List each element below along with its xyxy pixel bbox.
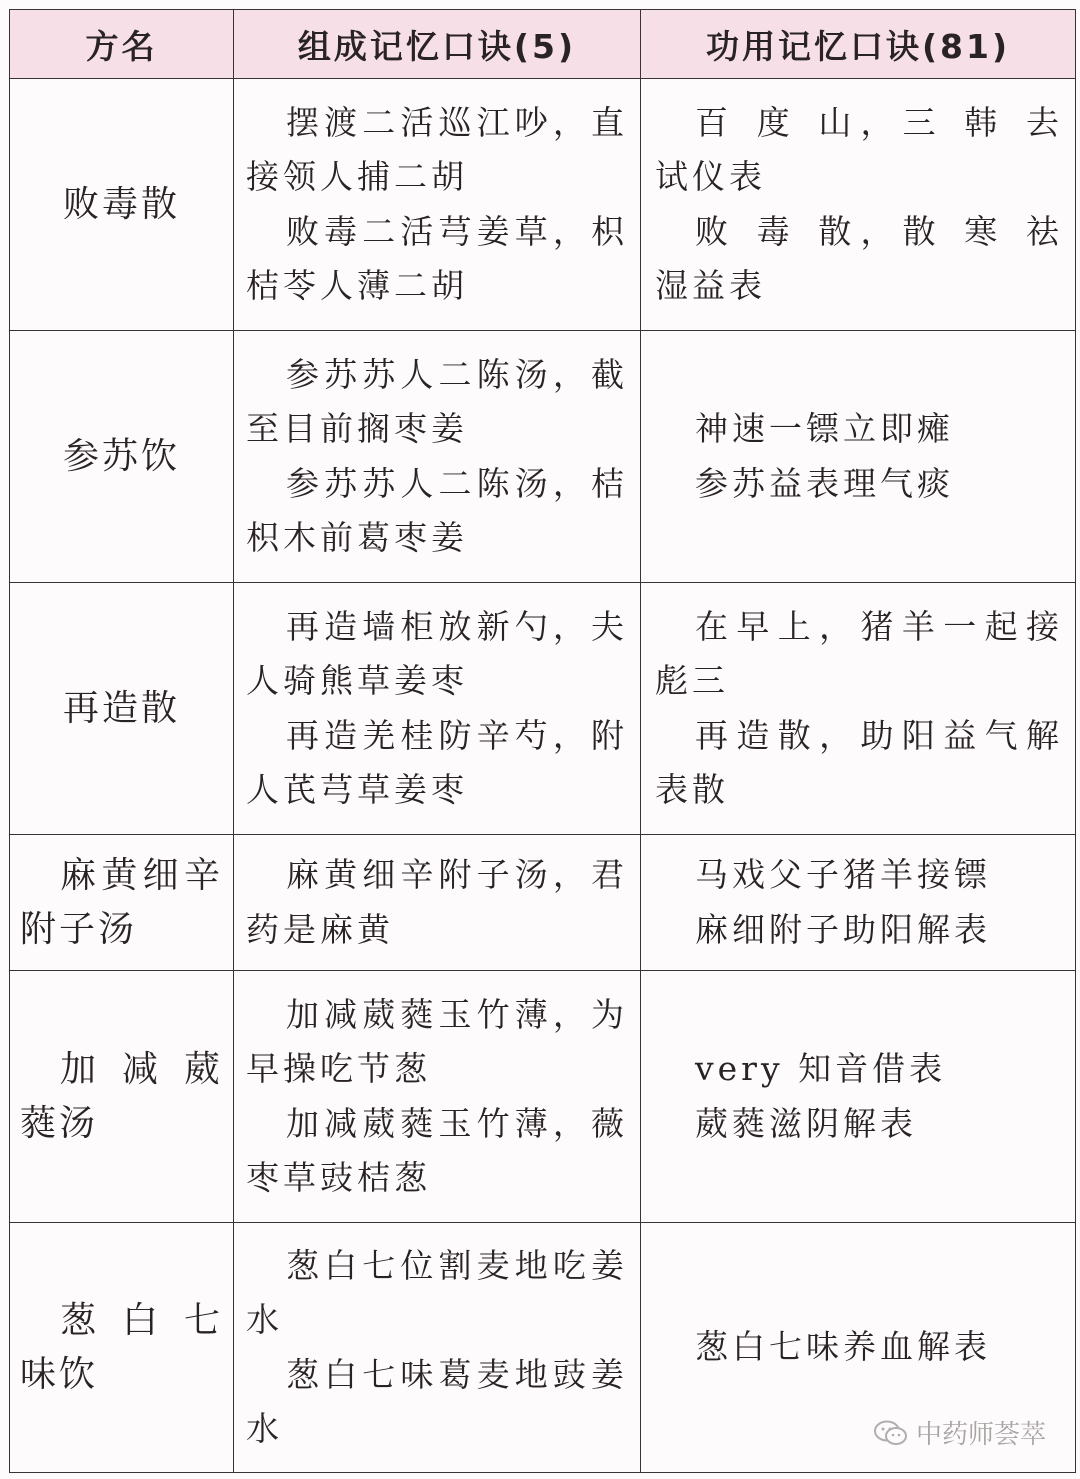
function-line: 百 度 山，三 韩 去 试仪表 bbox=[655, 102, 1063, 196]
header-composition: 组成记忆口诀(5) bbox=[234, 10, 641, 79]
composition-cell bbox=[234, 971, 641, 1223]
header-name: 方名 bbox=[10, 10, 234, 79]
function-line: 神速一镖立即瘫 bbox=[695, 409, 954, 448]
formula-name: 麻黄细辛附子汤 bbox=[10, 835, 234, 971]
composition-cell bbox=[234, 79, 641, 331]
function-line: 葱白七味养血解表 bbox=[695, 1327, 991, 1367]
composition-line: 加减葳蕤玉竹薄，薇枣草豉桔葱 bbox=[246, 1103, 628, 1197]
function-line: 在早上，猪羊一起接彪三 bbox=[655, 606, 1063, 700]
table-row bbox=[10, 971, 1076, 1223]
composition-cell bbox=[234, 583, 641, 835]
function-cell bbox=[641, 79, 1076, 331]
function-line: 再造散，助阳益气解表散 bbox=[655, 715, 1063, 809]
function-cell bbox=[641, 971, 1076, 1223]
formula-name: 加 减 葳 蕤汤 bbox=[10, 971, 234, 1223]
composition-line: 葱白七位割麦地吃姜水 bbox=[246, 1245, 628, 1339]
composition-cell bbox=[234, 331, 641, 583]
watermark-text: 中药师荟萃 bbox=[915, 1420, 1046, 1450]
composition-line: 再造羌桂防辛芍，附人芪芎草姜枣 bbox=[246, 715, 628, 809]
function-cell bbox=[641, 583, 1076, 835]
composition-cell bbox=[234, 835, 641, 971]
function-cell bbox=[641, 331, 1076, 583]
header-row bbox=[10, 10, 1076, 79]
function-line: 葳蕤滋阴解表 bbox=[695, 1103, 917, 1143]
table-row bbox=[10, 835, 1076, 971]
composition-line: 参苏苏人二陈汤，截至目前搁枣姜 bbox=[246, 354, 628, 448]
table-row bbox=[10, 79, 1076, 331]
function-cell bbox=[641, 835, 1076, 971]
formula-name: 参苏饮 bbox=[10, 331, 234, 583]
table-row bbox=[10, 583, 1076, 835]
composition-cell bbox=[234, 1223, 641, 1473]
composition-line: 败毒二活芎姜草，枳桔苓人薄二胡 bbox=[246, 211, 628, 305]
formula-name: 再造散 bbox=[10, 583, 234, 835]
table-row bbox=[10, 331, 1076, 583]
composition-line: 摆渡二活巡江吵，直接领人捕二胡 bbox=[246, 102, 628, 196]
wechat-icon bbox=[874, 1420, 908, 1446]
function-line: 麻细附子助阳解表 bbox=[695, 909, 991, 949]
function-line: very 知音借表 bbox=[695, 1049, 947, 1088]
watermark bbox=[874, 1414, 1046, 1451]
composition-line: 麻黄细辛附子汤，君药是麻黄 bbox=[246, 855, 628, 949]
function-line: 败 毒 散，散 寒 祛 湿益表 bbox=[655, 211, 1063, 305]
composition-line: 葱白七味葛麦地豉姜水 bbox=[246, 1354, 628, 1448]
function-line: 参苏益表理气痰 bbox=[695, 463, 954, 503]
function-line: 马戏父子猪羊接镖 bbox=[695, 855, 991, 894]
header-function: 功用记忆口诀(81) bbox=[641, 10, 1076, 79]
composition-line: 参苏苏人二陈汤，桔枳木前葛枣姜 bbox=[246, 463, 628, 557]
formula-name: 败毒散 bbox=[10, 79, 234, 331]
formula-name: 葱 白 七 味饮 bbox=[10, 1223, 234, 1473]
composition-line: 再造墙柜放新勺，夫人骑熊草姜枣 bbox=[246, 606, 628, 700]
formula-memo-table bbox=[9, 9, 1076, 1473]
composition-line: 加减葳蕤玉竹薄，为早操吃节葱 bbox=[246, 994, 628, 1088]
